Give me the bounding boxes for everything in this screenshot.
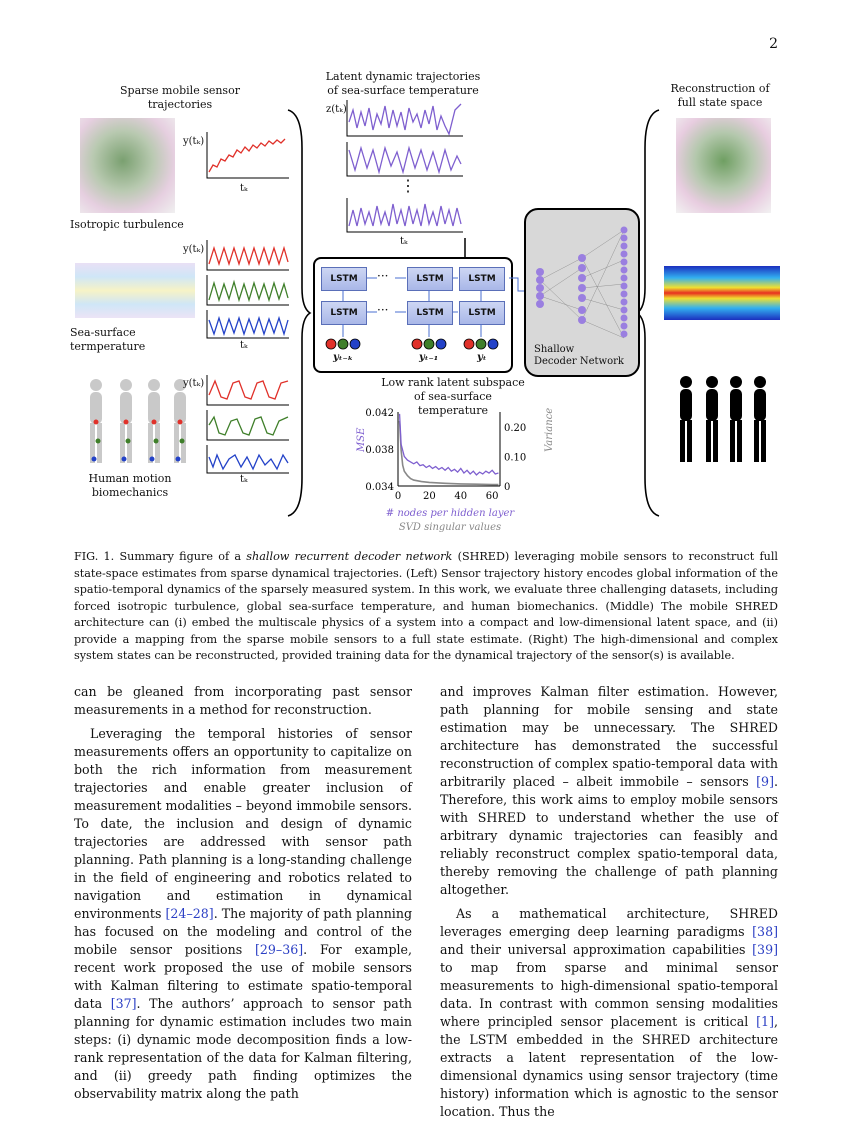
- y-label-1: y(tₖ): [183, 136, 205, 147]
- label-y-t-minus-1: yₜ₋₁: [419, 352, 439, 363]
- left-column: [74, 683, 412, 1103]
- text-run: As a mathematical architecture, SHRED leverages emerging deep learning paradigms: [440, 906, 778, 939]
- turbulence-cube-image: [80, 118, 175, 213]
- caption-prefix: FIG. 1. Summary figure of a: [74, 550, 247, 563]
- right-column: [440, 683, 778, 1121]
- left-paragraph-2: [74, 725, 412, 1103]
- x-tick-label: 20: [423, 491, 436, 502]
- label-motion: [85, 472, 175, 500]
- left-paragraph-1: can be gleaned from incorporating past sensor measurements in a method for reconstruction.: [74, 684, 412, 717]
- y-axis-label: MSE: [356, 427, 367, 452]
- label-turbulence: Isotropic turbulence: [70, 218, 184, 231]
- lstm-cell: LSTM: [321, 267, 367, 291]
- lstm-cell: LSTM: [407, 267, 453, 291]
- text-run: Leveraging the temporal histories of sensor measurements offers an opportunity to capitalize on both the rich information from measurement trajectories and enable greater inclusion of measurement modalities – beyond immobile sensors. To date, the inclusion and design of dynamic trajectories are addressed with sensor path planning. Path planning is a long-standing challenge in the field of engineering and robotics related to navigation and estimation in dynamical environments: [74, 726, 412, 921]
- text-run: . Therefore, this work aims to employ mobile sensors with SHRED to understand whether the use of arbitrary dynamic trajectories can feasibly and reliably reconstruct complex spatio-temporal data, thereby removing the challenge of path planning altogether.: [440, 774, 778, 897]
- reconstructed-turbulence-image: [676, 118, 771, 213]
- y-tick-label: 0.042: [365, 408, 394, 419]
- latent-t-label: tₖ: [400, 236, 408, 247]
- lstm-cell: LSTM: [459, 301, 505, 325]
- figure-caption: [74, 549, 778, 665]
- connector-arrows: [460, 236, 530, 296]
- lstm-ellipsis: ···: [377, 269, 389, 283]
- label-sst: Sea-surface termperature: [70, 326, 146, 353]
- citation-link[interactable]: [1]: [756, 1014, 774, 1029]
- y2-tick-label: 0.10: [504, 452, 527, 464]
- text-run: and their universal approximation capabilities: [440, 942, 753, 957]
- left-brace: [284, 108, 314, 518]
- sensor-plots-sst: [205, 240, 290, 340]
- right-panel-title: [665, 82, 775, 110]
- middle-panel-title: [318, 70, 488, 98]
- y-tick-label: 0.038: [365, 445, 394, 456]
- y-label-3: y(tₖ): [183, 378, 205, 389]
- sensor-plots-motion: [205, 375, 290, 475]
- decoder-label-line2: Decoder Network: [534, 356, 624, 367]
- citation-link[interactable]: [39]: [752, 942, 778, 957]
- right-title-line2: full state space: [677, 96, 763, 109]
- decoder-label-line1: Shallow: [534, 344, 575, 355]
- x-tick-label: 40: [454, 491, 468, 502]
- reconstructed-sst-map: [664, 266, 780, 320]
- citation-link[interactable]: [38]: [752, 924, 778, 939]
- latent-trajectories: [345, 100, 465, 235]
- series-line-mse: [400, 414, 499, 475]
- citation-link[interactable]: [29–36]: [254, 942, 304, 957]
- decoder-label: [534, 344, 624, 368]
- page-number: 2: [769, 36, 778, 52]
- lstm-cell: LSTM: [321, 301, 367, 325]
- sst-map-image: [75, 263, 195, 318]
- latent-ellipsis: ⋮: [400, 176, 416, 195]
- x-tick-label: 0: [394, 491, 402, 502]
- text-run: . For example, recent work proposed the use of mobile sensors with Kalman filtering to estimate spatio-temporal data: [74, 942, 412, 1011]
- z-label: z(tₖ): [326, 104, 347, 115]
- y2-tick-label: 0: [504, 482, 511, 493]
- text-run: . The authors’ approach to sensor path planning for dynamic estimation includes two main steps: (i) dynamic mode decomposition finds a low-rank representation of the data for Kalman filtering, and (ii) greedy path finding optimizes the observability matrix along the path: [74, 996, 412, 1101]
- x-axis-label: # nodes per hidden layer: [385, 508, 515, 519]
- label-y-t-minus-k: yₜ₋ₖ: [333, 352, 354, 363]
- text-run: to map from sparse and minimal sensor measurements to high-dimensional spatio-temporal data. In contrast with common sensing modalities where principled sensor placement is critical: [440, 960, 778, 1029]
- right-paragraph-1: [440, 683, 778, 899]
- y-label-2: y(tₖ): [183, 244, 205, 255]
- citation-link[interactable]: [37]: [110, 996, 137, 1011]
- text-run: , the LSTM embedded in the SHRED architecture extracts a latent representation of the low-dimensional dynamics using sensor trajectory (time history) information which is agnostic to the sensor location. Thus the: [440, 1014, 778, 1119]
- t-label-3: tₖ: [240, 474, 248, 485]
- middle-title-line1: Latent dynamic trajectories: [325, 70, 481, 83]
- y2-tick-label: 0.20: [504, 422, 527, 434]
- lstm-cell: LSTM: [407, 301, 453, 325]
- subspace-title-line2: of sea-surface temperature: [414, 390, 492, 417]
- text-run: and improves Kalman filter estimation. However, path planning for mobile sensing and state estimation may be unnecessary. The SHRED architecture has demonstrated the successful reconstruction of complex spatio-temporal data with arbitrarily placed – albeit immobile – sensors: [440, 684, 778, 789]
- shallow-decoder-box: [524, 208, 640, 377]
- left-panel-title: Sparse mobile sensor trajectories: [120, 84, 240, 111]
- citation-link[interactable]: [9]: [756, 774, 774, 789]
- subspace-chart: [330, 404, 555, 539]
- y2-axis-label: Variance: [544, 407, 555, 452]
- right-title-line1: Reconstruction of: [670, 82, 770, 95]
- citation-link[interactable]: [24–28]: [165, 906, 214, 921]
- label-motion-line2: biomechanics: [91, 486, 169, 499]
- sensor-plot-turbulence: [205, 132, 290, 180]
- middle-title-line2: of sea-surface temperature: [327, 84, 479, 97]
- lstm-ellipsis: ···: [377, 303, 389, 317]
- caption-emphasis: shallow recurrent decoder network: [246, 550, 453, 563]
- text-run: . The majority of path planning has focused on the modeling and control of the mobile sensor positions: [74, 906, 413, 957]
- caption-rest: (SHRED) leveraging mobile sensors to reconstruct full state-space estimates from sparse dynamical trajectories. (Left) Sensor trajectory history encodes global information of the spatio-temporal dynamics of the sparsely measured system. In this work, we evaluate three challenging datasets, including forced isotropic turbulence, global sea-surface temperature, and human biomechanics. (Middle) The mobile SHRED architecture can (i) embed the multiscale physics of a system into a compact and low-dimensional latent space, and (ii) provide a mapping from the sparse mobile sensors to a full state estimate. (Right) The high-dimensional and complex system states can be reconstructed, provided training data for the dynamical trajectory of the sensor(s) is available.: [74, 550, 778, 662]
- right-paragraph-2: [440, 905, 778, 1121]
- x-tick-label: 60: [485, 491, 499, 502]
- subspace-title-line1: Low rank latent subspace: [381, 376, 525, 389]
- t-label-1: tₖ: [240, 183, 248, 194]
- series-line-variance: [400, 421, 499, 485]
- t-label-2: tₖ: [240, 340, 248, 351]
- human-silhouettes-black: [672, 373, 777, 468]
- label-motion-line1: Human motion: [88, 472, 172, 485]
- human-silhouettes-gray: [78, 375, 198, 470]
- y-tick-label: 0.034: [365, 482, 394, 493]
- lstm-cell: LSTM: [459, 267, 505, 291]
- label-y-t: yₜ: [477, 352, 487, 363]
- decoder-network-diagram: [526, 210, 638, 340]
- x2-axis-label: SVD singular values: [398, 522, 502, 533]
